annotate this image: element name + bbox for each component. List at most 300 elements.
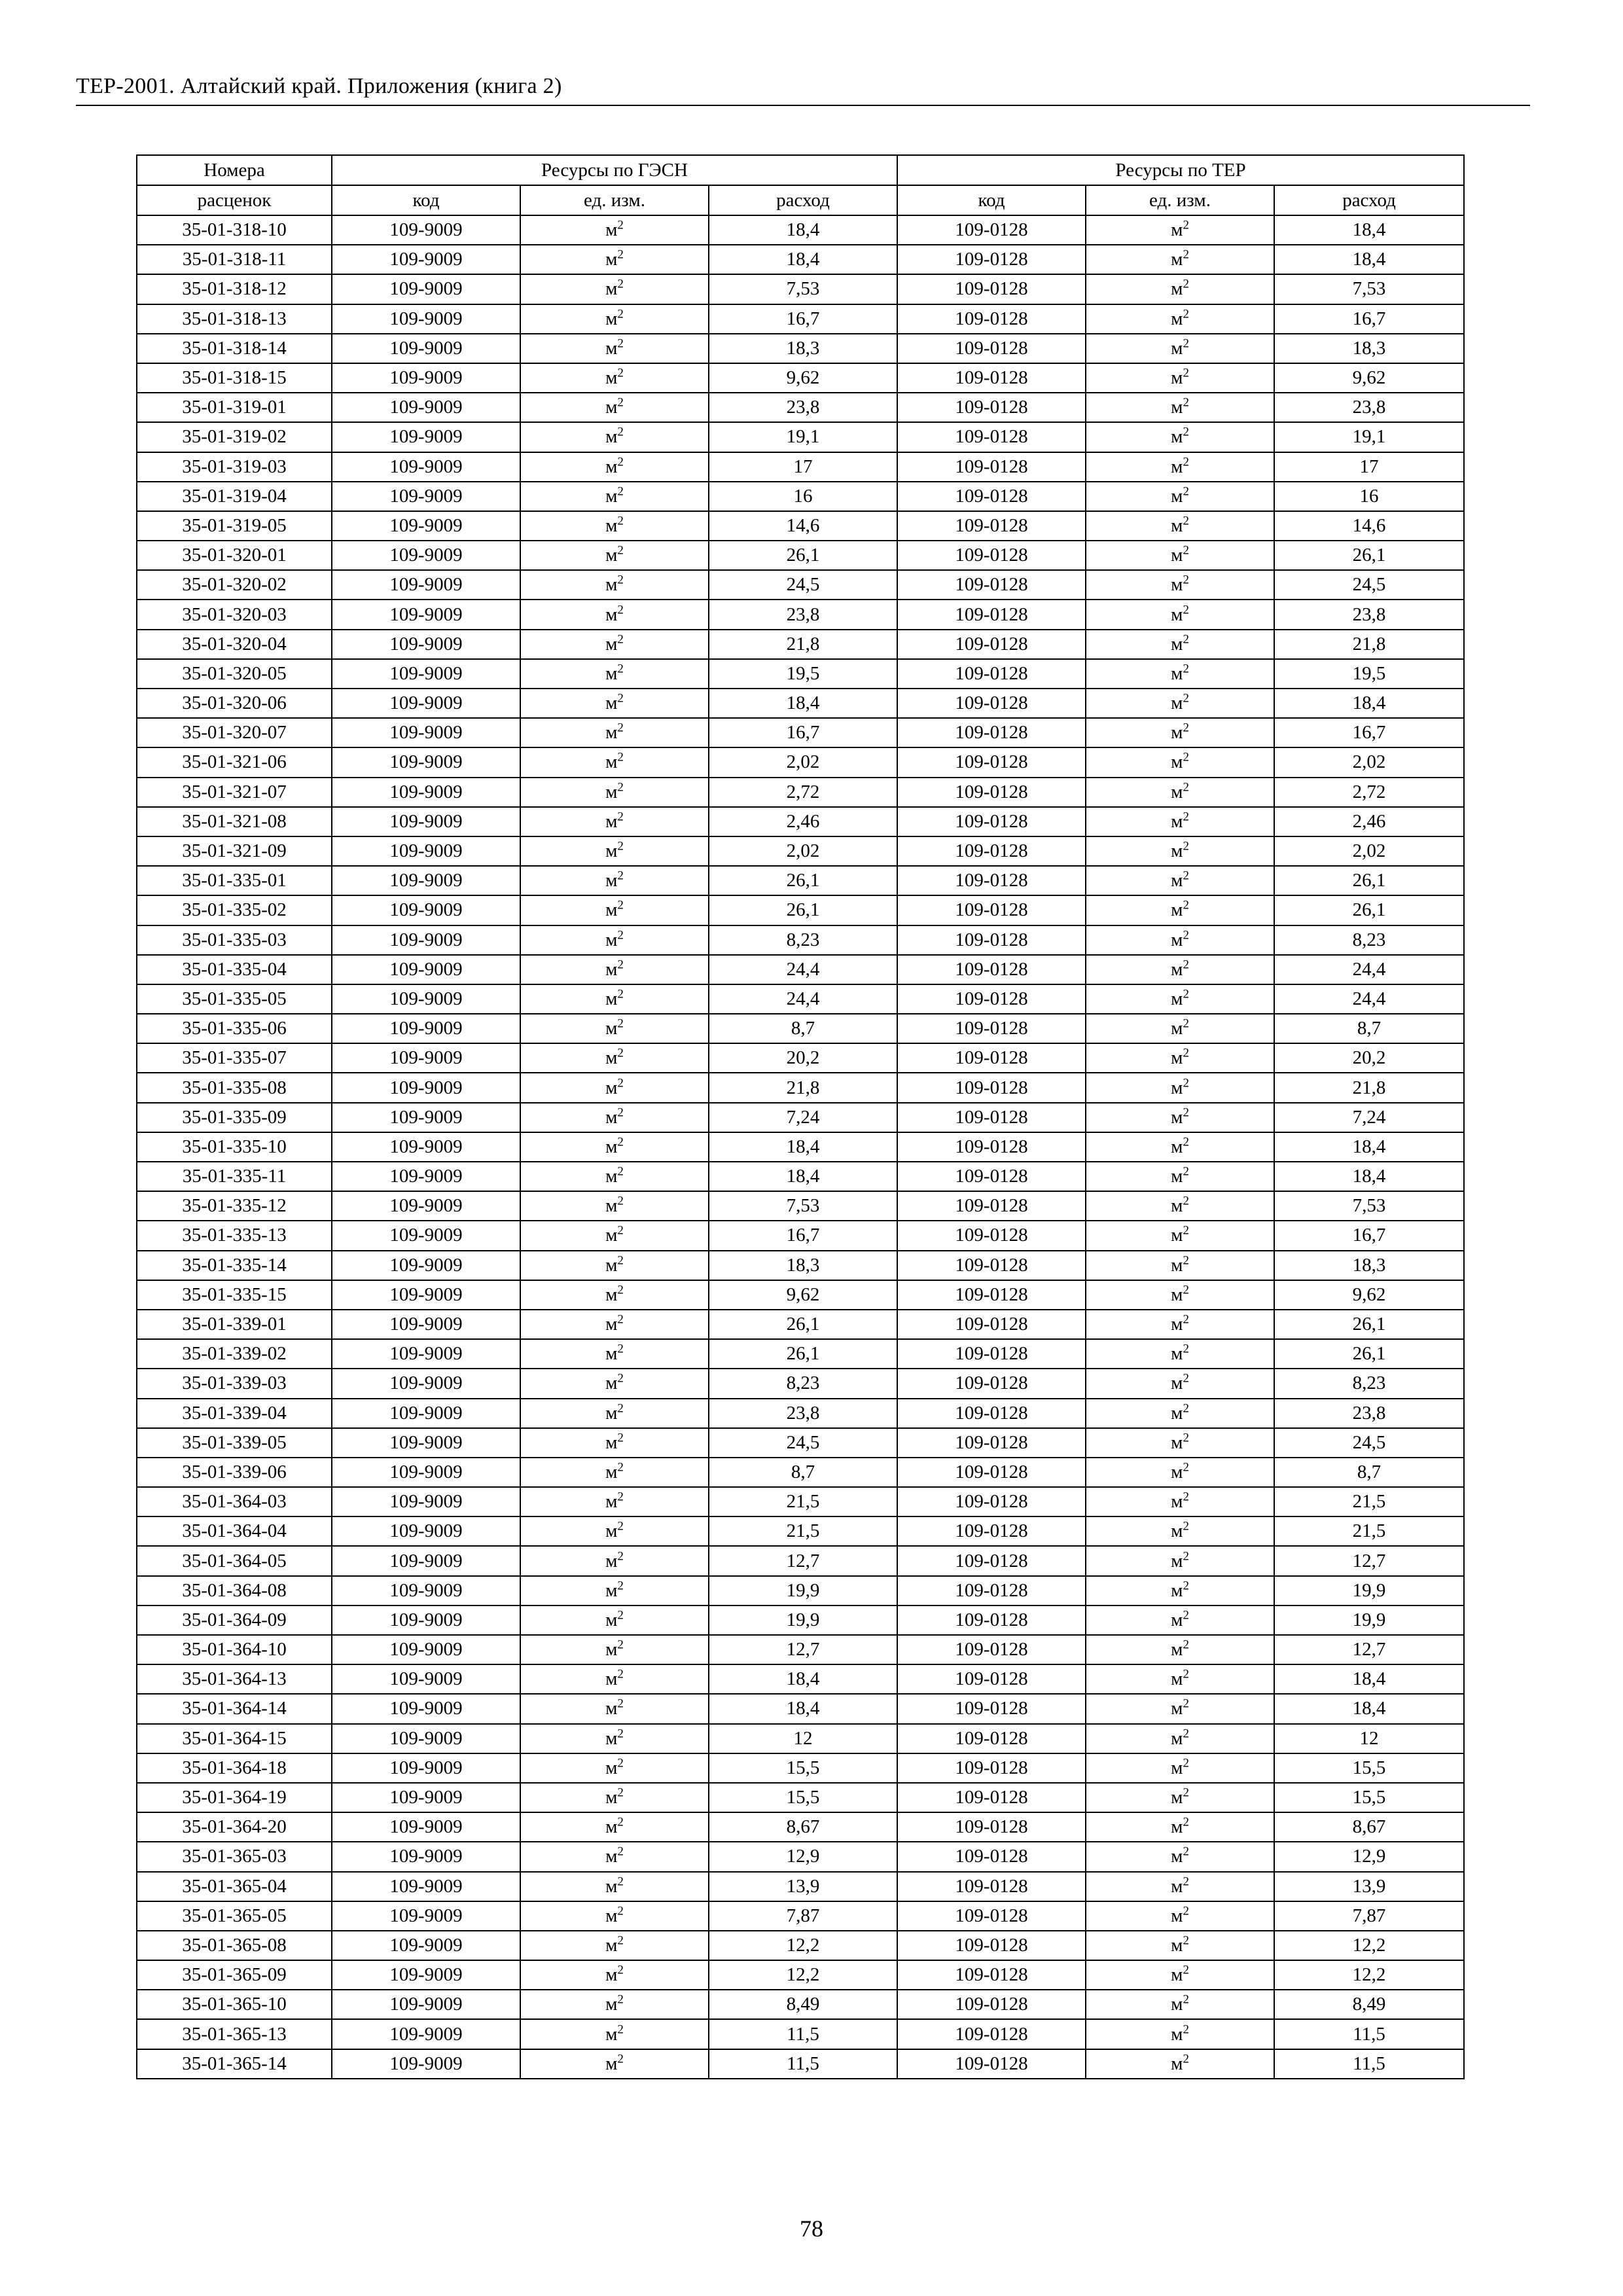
ter-unit-cell [1086,1339,1274,1369]
ter-unit-cell [1086,1428,1274,1458]
gesn-rate-cell: 18,4 [709,689,897,718]
gesn-unit-cell [520,274,709,304]
unit-base: м [1171,1787,1183,1808]
ter-code-cell: 109-0128 [897,984,1086,1014]
gesn-code-cell: 109-9009 [332,1516,520,1546]
unit-power: 2 [617,603,624,617]
rate-number-cell: 35-01-364-08 [137,1576,332,1605]
table-header [137,155,1464,215]
rate-number-cell: 35-01-365-03 [137,1842,332,1871]
table-row [137,1783,1464,1812]
gesn-code-cell: 109-9009 [332,215,520,245]
rate-number-cell: 35-01-364-15 [137,1724,332,1753]
gesn-unit-cell [520,482,709,511]
rate-number-cell: 35-01-335-01 [137,866,332,895]
unit-base: м [605,514,618,536]
ter-rate-cell: 18,4 [1274,1132,1464,1162]
rate-number-cell: 35-01-318-13 [137,304,332,334]
rate-number-cell: 35-01-364-14 [137,1694,332,1723]
unit-base: м [1171,1727,1183,1749]
unit-base: м [605,456,618,477]
rate-number-cell: 35-01-335-03 [137,925,332,955]
gesn-rate-cell: 12,7 [709,1635,897,1664]
gesn-unit-cell [520,1842,709,1871]
rate-number-cell: 35-01-318-11 [137,245,332,274]
unit-base: м [605,485,618,507]
ter-code-cell: 109-0128 [897,1931,1086,1960]
unit-power: 2 [617,1401,624,1416]
ter-unit-cell [1086,1103,1274,1132]
unit-power: 2 [617,1076,624,1090]
table-row [137,1221,1464,1250]
unit-power: 2 [1183,1549,1189,1564]
rate-number-cell: 35-01-319-05 [137,511,332,541]
unit-base: м [1171,1491,1183,1513]
gesn-rate-cell: 24,5 [709,570,897,600]
gesn-unit-cell [520,363,709,393]
ter-unit-cell [1086,1399,1274,1428]
unit-base: м [1171,1254,1183,1276]
unit-power: 2 [1183,1519,1189,1534]
unit-power: 2 [1183,898,1189,912]
unit-power: 2 [617,247,624,262]
unit-base: м [1171,1846,1183,1867]
ter-unit-cell [1086,1014,1274,1043]
gesn-rate-cell: 18,3 [709,1251,897,1280]
ter-rate-cell: 12,2 [1274,1960,1464,1990]
rate-number-cell: 35-01-319-04 [137,482,332,511]
unit-base: м [605,1816,618,1838]
unit-base: м [1171,397,1183,418]
unit-power: 2 [1183,1312,1189,1327]
gesn-rate-cell: 9,62 [709,363,897,393]
unit-power: 2 [1183,2052,1189,2066]
ter-unit-cell [1086,866,1274,895]
gesn-code-cell: 109-9009 [332,866,520,895]
ter-unit-cell [1086,1842,1274,1871]
unit-base: м [605,692,618,714]
col-header-numbers-line2: расценок [137,185,332,215]
gesn-code-cell: 109-9009 [332,1576,520,1605]
unit-power: 2 [1183,1135,1189,1149]
gesn-rate-cell: 26,1 [709,541,897,570]
unit-base: м [1171,574,1183,596]
gesn-rate-cell: 16,7 [709,304,897,334]
gesn-unit-cell [520,1251,709,1280]
ter-unit-cell [1086,1872,1274,1901]
ter-rate-cell: 23,8 [1274,393,1464,422]
unit-base: м [1171,1047,1183,1069]
table-row [137,1280,1464,1310]
rate-number-cell: 35-01-365-13 [137,2019,332,2049]
page-header-title: ТЕР-2001. Алтайский край. Приложения (книга 2) [76,74,562,98]
unit-power: 2 [1183,1785,1189,1800]
ter-rate-cell: 16 [1274,482,1464,511]
unit-power: 2 [1183,1224,1189,1238]
table-row [137,807,1464,836]
table-row [137,778,1464,807]
unit-power: 2 [1183,336,1189,351]
col-header-ter-unit: ед. изм. [1086,185,1274,215]
gesn-rate-cell: 15,5 [709,1783,897,1812]
gesn-rate-cell: 8,7 [709,1014,897,1043]
unit-base: м [605,1787,618,1808]
ter-unit-cell [1086,1221,1274,1250]
unit-base: м [1171,337,1183,359]
rate-number-cell: 35-01-320-03 [137,600,332,629]
unit-base: м [1171,1195,1183,1217]
gesn-rate-cell: 18,4 [709,215,897,245]
unit-base: м [605,1846,618,1867]
ter-code-cell: 109-0128 [897,570,1086,600]
unit-base: м [605,545,618,566]
unit-power: 2 [1183,751,1189,765]
rate-number-cell: 35-01-321-08 [137,807,332,836]
gesn-code-cell: 109-9009 [332,1635,520,1664]
unit-base: м [605,1431,618,1453]
gesn-rate-cell: 19,9 [709,1576,897,1605]
unit-base: м [1171,1994,1183,2015]
rate-number-cell: 35-01-364-05 [137,1546,332,1575]
unit-power: 2 [617,1992,624,2007]
ter-rate-cell: 24,5 [1274,1428,1464,1458]
gesn-rate-cell: 20,2 [709,1043,897,1073]
unit-power: 2 [617,1727,624,1741]
unit-base: м [605,2053,618,2074]
table-row [137,1458,1464,1487]
unit-power: 2 [617,2052,624,2066]
gesn-code-cell: 109-9009 [332,925,520,955]
table-row [137,1369,1464,1398]
ter-rate-cell: 14,6 [1274,511,1464,541]
ter-rate-cell: 20,2 [1274,1043,1464,1073]
gesn-rate-cell: 18,4 [709,1664,897,1694]
unit-power: 2 [1183,1727,1189,1741]
ter-code-cell: 109-0128 [897,718,1086,747]
col-header-gesn-code: код [332,185,520,215]
ter-rate-cell: 26,1 [1274,541,1464,570]
unit-power: 2 [617,1963,624,1977]
ter-rate-cell: 19,5 [1274,659,1464,689]
gesn-unit-cell [520,689,709,718]
gesn-code-cell: 109-9009 [332,1694,520,1723]
unit-power: 2 [617,632,624,647]
gesn-code-cell: 109-9009 [332,1724,520,1753]
col-group-gesn: Ресурсы по ГЭСН [332,155,897,185]
gesn-code-cell: 109-9009 [332,1428,520,1458]
ter-unit-cell [1086,1901,1274,1931]
unit-power: 2 [1183,1697,1189,1712]
gesn-code-cell: 109-9009 [332,1664,520,1694]
ter-code-cell: 109-0128 [897,541,1086,570]
gesn-code-cell: 109-9009 [332,1221,520,1250]
unit-power: 2 [1183,869,1189,883]
unit-base: м [605,1964,618,1986]
unit-power: 2 [617,1342,624,1356]
table-row [137,245,1464,274]
ter-unit-cell [1086,570,1274,600]
unit-base: м [605,751,618,773]
unit-base: м [605,1994,618,2015]
gesn-code-cell: 109-9009 [332,1339,520,1369]
ter-unit-cell [1086,422,1274,452]
gesn-rate-cell: 23,8 [709,600,897,629]
ter-rate-cell: 8,7 [1274,1458,1464,1487]
unit-power: 2 [617,1135,624,1149]
rate-number-cell: 35-01-339-01 [137,1310,332,1339]
ter-code-cell: 109-0128 [897,925,1086,955]
unit-power: 2 [1183,395,1189,410]
gesn-unit-cell [520,1960,709,1990]
gesn-code-cell: 109-9009 [332,1546,520,1575]
ter-code-cell: 109-0128 [897,1812,1086,1842]
ter-rate-cell: 21,8 [1274,1073,1464,1102]
table-row [137,1694,1464,1723]
ter-unit-cell [1086,836,1274,866]
rate-number-cell: 35-01-339-06 [137,1458,332,1487]
gesn-unit-cell [520,600,709,629]
unit-base: м [605,1609,618,1630]
unit-power: 2 [1183,1579,1189,1593]
ter-code-cell: 109-0128 [897,1872,1086,1901]
gesn-code-cell: 109-9009 [332,778,520,807]
unit-base: м [605,1136,618,1157]
table-row [137,334,1464,363]
rate-number-cell: 35-01-319-01 [137,393,332,422]
gesn-unit-cell [520,955,709,984]
ter-unit-cell [1086,1694,1274,1723]
rate-number-cell: 35-01-320-05 [137,659,332,689]
gesn-rate-cell: 11,5 [709,2049,897,2079]
gesn-code-cell: 109-9009 [332,541,520,570]
gesn-unit-cell [520,304,709,334]
gesn-code-cell: 109-9009 [332,1162,520,1191]
rate-number-cell: 35-01-318-15 [137,363,332,393]
ter-code-cell: 109-0128 [897,659,1086,689]
ter-code-cell: 109-0128 [897,836,1086,866]
rate-number-cell: 35-01-335-09 [137,1103,332,1132]
table-row [137,1664,1464,1694]
table-row [137,511,1464,541]
gesn-rate-cell: 23,8 [709,1399,897,1428]
unit-base: м [605,397,618,418]
gesn-unit-cell [520,1103,709,1132]
gesn-code-cell: 109-9009 [332,1073,520,1102]
col-header-ter-rate: расход [1274,185,1464,215]
gesn-code-cell: 109-9009 [332,511,520,541]
unit-base: м [1171,1225,1183,1246]
ter-rate-cell: 21,5 [1274,1487,1464,1516]
gesn-rate-cell: 18,4 [709,1162,897,1191]
table-row [137,1576,1464,1605]
gesn-unit-cell [520,1605,709,1635]
ter-unit-cell [1086,1487,1274,1516]
rate-number-cell: 35-01-320-02 [137,570,332,600]
gesn-unit-cell [520,511,709,541]
unit-base: м [605,899,618,921]
table-row [137,689,1464,718]
unit-base: м [605,1018,618,1039]
ter-rate-cell: 8,23 [1274,925,1464,955]
table-row [137,1546,1464,1575]
unit-base: м [1171,1550,1183,1571]
ter-unit-cell [1086,245,1274,274]
table-row [137,895,1464,925]
ter-unit-cell [1086,1310,1274,1339]
gesn-code-cell: 109-9009 [332,718,520,747]
gesn-unit-cell [520,1990,709,2019]
unit-base: м [1171,1639,1183,1660]
rate-number-cell: 35-01-335-13 [137,1221,332,1250]
gesn-unit-cell [520,1221,709,1250]
gesn-unit-cell [520,778,709,807]
ter-unit-cell [1086,2049,1274,2079]
unit-power: 2 [1183,455,1189,469]
ter-code-cell: 109-0128 [897,1191,1086,1221]
ter-code-cell: 109-0128 [897,866,1086,895]
unit-base: м [605,1491,618,1513]
gesn-rate-cell: 16,7 [709,718,897,747]
unit-base: м [1171,1964,1183,1986]
unit-base: м [605,1225,618,1246]
gesn-rate-cell: 23,8 [709,393,897,422]
rate-number-cell: 35-01-335-12 [137,1191,332,1221]
unit-base: м [1171,603,1183,625]
unit-base: м [605,1402,618,1424]
unit-power: 2 [1183,1638,1189,1652]
unit-base: м [605,1698,618,1719]
ter-rate-cell: 16,7 [1274,718,1464,747]
gesn-code-cell: 109-9009 [332,1103,520,1132]
gesn-unit-cell [520,1931,709,1960]
unit-power: 2 [1183,958,1189,972]
unit-base: м [1171,633,1183,655]
ter-code-cell: 109-0128 [897,422,1086,452]
rate-number-cell: 35-01-335-02 [137,895,332,925]
ter-unit-cell [1086,895,1274,925]
gesn-code-cell: 109-9009 [332,363,520,393]
table-row [137,1812,1464,1842]
unit-power: 2 [617,1371,624,1386]
unit-base: м [605,249,618,270]
ter-unit-cell [1086,393,1274,422]
table-row [137,984,1464,1014]
table-row [137,1753,1464,1783]
unit-base: м [1171,367,1183,389]
ter-rate-cell: 19,1 [1274,422,1464,452]
ter-code-cell: 109-0128 [897,215,1086,245]
rate-number-cell: 35-01-319-02 [137,422,332,452]
unit-power: 2 [1183,1608,1189,1623]
unit-base: м [605,1166,618,1187]
ter-rate-cell: 12,7 [1274,1635,1464,1664]
unit-power: 2 [617,1579,624,1593]
gesn-rate-cell: 12,2 [709,1960,897,1990]
gesn-rate-cell: 18,4 [709,1694,897,1723]
unit-power: 2 [1183,1164,1189,1179]
gesn-code-cell: 109-9009 [332,747,520,777]
ter-rate-cell: 8,49 [1274,1990,1464,2019]
gesn-rate-cell: 18,3 [709,334,897,363]
table-row [137,422,1464,452]
ter-code-cell: 109-0128 [897,1901,1086,1931]
unit-base: м [1171,1018,1183,1039]
unit-power: 2 [1183,1016,1189,1031]
table-row [137,1043,1464,1073]
gesn-rate-cell: 19,5 [709,659,897,689]
ter-rate-cell: 8,67 [1274,1812,1464,1842]
unit-power: 2 [617,425,624,439]
table-row [137,925,1464,955]
gesn-rate-cell: 16 [709,482,897,511]
ter-unit-cell [1086,334,1274,363]
unit-base: м [605,1875,618,1897]
unit-power: 2 [1183,1667,1189,1681]
unit-power: 2 [1183,721,1189,735]
unit-base: м [605,574,618,596]
ter-code-cell: 109-0128 [897,304,1086,334]
unit-power: 2 [1183,987,1189,1001]
gesn-code-cell: 109-9009 [332,984,520,1014]
ter-code-cell: 109-0128 [897,1014,1086,1043]
unit-base: м [605,1727,618,1749]
table-row [137,1605,1464,1635]
rate-number-cell: 35-01-320-04 [137,630,332,659]
ter-rate-cell: 24,5 [1274,570,1464,600]
gesn-unit-cell [520,718,709,747]
gesn-unit-cell [520,1162,709,1191]
ter-rate-cell: 23,8 [1274,1399,1464,1428]
rate-number-cell: 35-01-339-02 [137,1339,332,1369]
gesn-rate-cell: 18,4 [709,245,897,274]
ter-rate-cell: 24,4 [1274,955,1464,984]
unit-power: 2 [617,543,624,558]
gesn-unit-cell [520,1576,709,1605]
table-row [137,2019,1464,2049]
unit-base: м [1171,1905,1183,1926]
ter-code-cell: 109-0128 [897,1516,1086,1546]
unit-base: м [605,1195,618,1217]
ter-rate-cell: 26,1 [1274,1310,1464,1339]
table-row [137,570,1464,600]
ter-rate-cell: 15,5 [1274,1753,1464,1783]
unit-power: 2 [617,1224,624,1238]
table-row [137,1073,1464,1102]
gesn-unit-cell [520,1191,709,1221]
ter-code-cell: 109-0128 [897,1280,1086,1310]
ter-code-cell: 109-0128 [897,1310,1086,1339]
unit-base: м [1171,219,1183,241]
ter-unit-cell [1086,600,1274,629]
gesn-rate-cell: 8,23 [709,1369,897,1398]
unit-power: 2 [617,1460,624,1475]
rate-number-cell: 35-01-364-04 [137,1516,332,1546]
gesn-unit-cell [520,2049,709,2079]
gesn-rate-cell: 15,5 [709,1753,897,1783]
table-row [137,955,1464,984]
ter-unit-cell [1086,1280,1274,1310]
unit-base: м [1171,662,1183,684]
gesn-code-cell: 109-9009 [332,955,520,984]
ter-unit-cell [1086,1546,1274,1575]
gesn-code-cell: 109-9009 [332,895,520,925]
table-row [137,482,1464,511]
gesn-rate-cell: 2,46 [709,807,897,836]
ter-rate-cell: 18,4 [1274,215,1464,245]
unit-power: 2 [617,1874,624,1889]
ter-unit-cell [1086,1132,1274,1162]
unit-power: 2 [617,810,624,824]
